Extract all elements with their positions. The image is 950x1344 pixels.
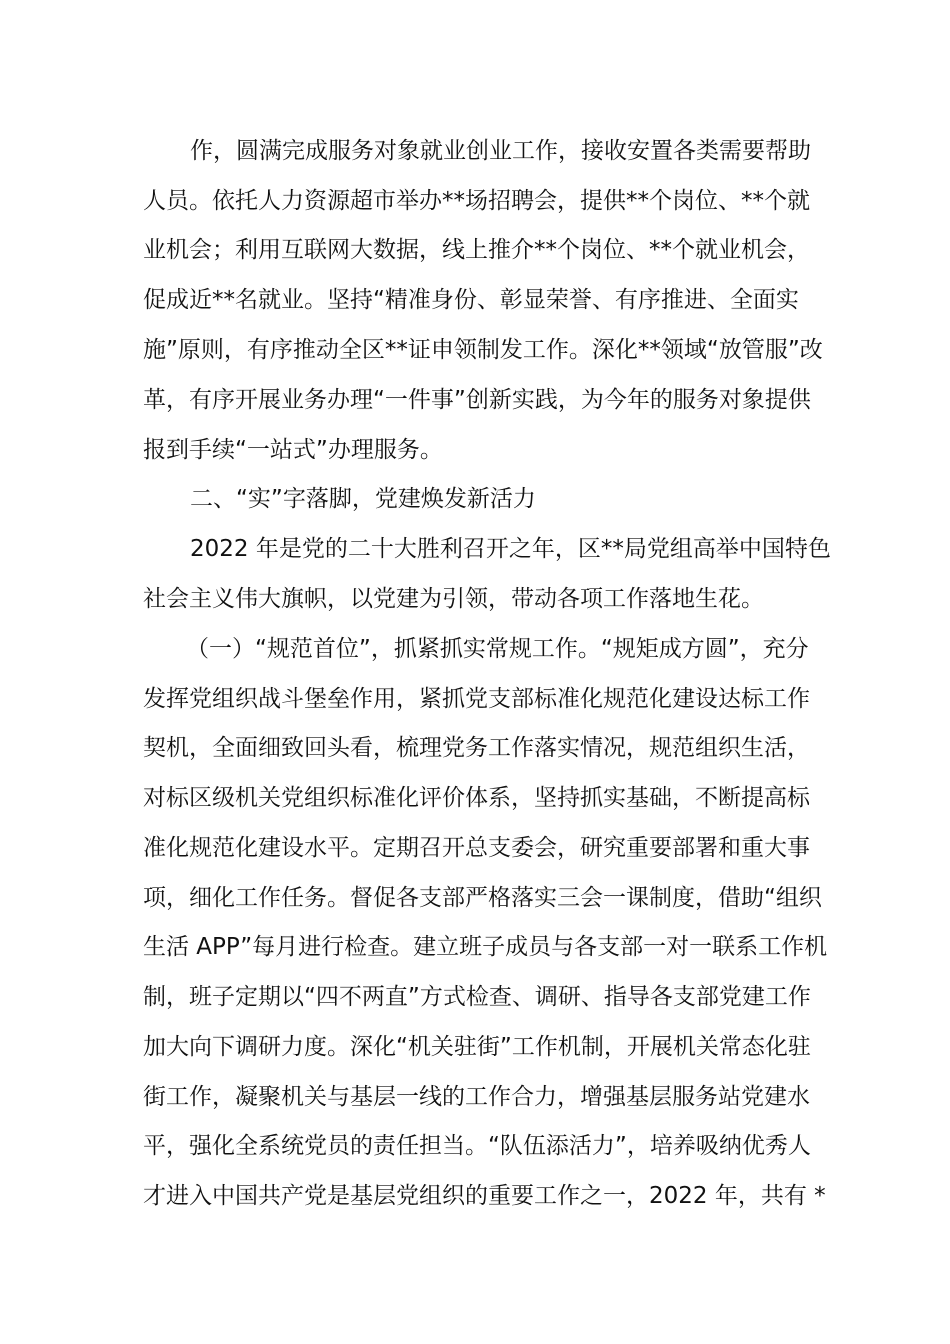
body-text-line: 生活 APP”每月进行检查。建立班子成员与各支部一对一联系工作机 [143,934,828,960]
body-text-line: 制，班子定期以“四不两直”方式检查、调研、指导各支部党建工作 [143,984,811,1010]
body-text-line: 施”原则，有序推动全区**证申领制发工作。深化**领域“放管服”改 [143,337,823,363]
body-text-line: 对标区级机关党组织标准化评价体系，坚持抓实基础，不断提高标 [143,785,810,811]
section-heading: 二、“实”字落脚，党建焕发新活力 [190,486,536,512]
body-text-line: 项，细化工作任务。督促各支部严格落实三会一课制度，借助“组织 [143,885,822,911]
subsection-paragraph-start: （一）“规范首位”，抓紧抓实常规工作。“规矩成方圆”，充分 [186,636,809,662]
body-text-line: 街工作，凝聚机关与基层一线的工作合力，增强基层服务站党建水 [143,1084,810,1110]
body-text-line: 人员。依托人力资源超市举办**场招聘会，提供**个岗位、**个就 [143,188,810,214]
body-text-line: 促成近**名就业。坚持“精准身份、彰显荣誉、有序推进、全面实 [143,287,799,313]
body-text-line: 发挥党组织战斗堡垒作用，紧抓党支部标准化规范化建设达标工作 [143,686,810,712]
body-text-line: 革，有序开展业务办理“一件事”创新实践，为今年的服务对象提供 [143,387,811,413]
body-text-line: 加大向下调研力度。深化“机关驻街”工作机制，开展机关常态化驻 [143,1034,811,1060]
body-text-line: 报到手续“一站式”办理服务。 [143,437,443,463]
body-text-line: 作，圆满完成服务对象就业创业工作，接收安置各类需要帮助 [190,138,811,164]
body-text-line: 业机会；利用互联网大数据，线上推介**个岗位、**个就业机会， [143,237,810,263]
body-text-line: 才进入中国共产党是基层党组织的重要工作之一，2022 年，共有 * [143,1183,826,1209]
body-text-line: 准化规范化建设水平。定期召开总支委会，研究重要部署和重大事 [143,835,810,861]
body-text-line: 契机，全面细致回头看，梳理党务工作落实情况，规范组织生活， [143,735,810,761]
body-text-line: 社会主义伟大旗帜，以党建为引领，带动各项工作落地生花。 [143,586,764,612]
body-text-line: 2022 年是党的二十大胜利召开之年，区**局党组高举中国特色 [190,536,831,562]
body-text-line: 平，强化全系统党员的责任担当。“队伍添活力”，培养吸纳优秀人 [143,1133,811,1159]
